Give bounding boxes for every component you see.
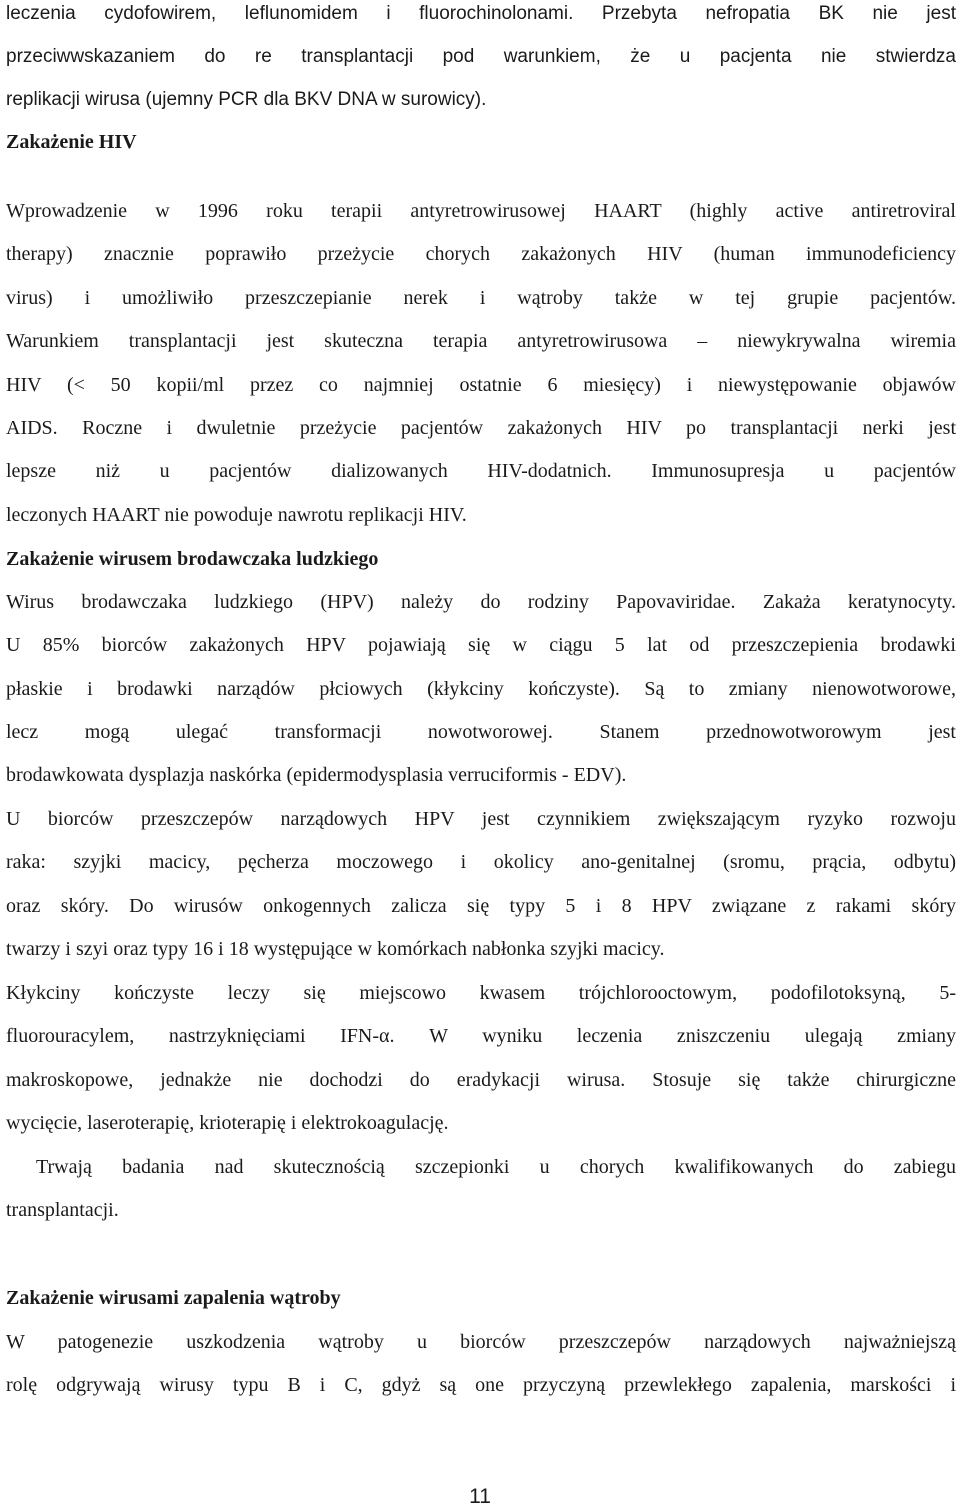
- text-line: oraz skóry. Do wirusów onkogennych zalicza się typy 5 i 8 HPV związane z rakami skóry: [6, 895, 956, 917]
- section-heading-hiv: Zakażenie HIV: [6, 131, 137, 153]
- text-line: Warunkiem transplantacji jest skuteczna terapia antyretrowirusowa – niewykrywalna wiremia: [6, 330, 956, 352]
- section-heading-hepatitis: Zakażenie wirusami zapalenia wątroby: [6, 1287, 341, 1309]
- text-line: leczonych HAART nie powoduje nawrotu replikacji HIV.: [6, 504, 467, 526]
- text-line: rolę odgrywają wirusy typu B i C, gdyż są one przyczyną przewlekłego zapalenia, marskości i: [6, 1374, 956, 1396]
- text-line: Kłykciny kończyste leczy się miejscowo kwasem trójchlorooctowym, podofilotoksyną, 5-: [6, 982, 956, 1004]
- text-line: HIV (< 50 kopii/ml przez co najmniej ostatnie 6 miesięcy) i niewystępowanie objawów: [6, 374, 956, 396]
- text-line: płaskie i brodawki narządów płciowych (kłykciny kończyste). Są to zmiany nienowotworowe,: [6, 678, 956, 700]
- text-line: replikacji wirusa (ujemny PCR dla BKV DNA w surowicy).: [6, 89, 487, 110]
- text-line: brodawkowata dysplazja naskórka (epidermodysplasia verruciformis - EDV).: [6, 764, 627, 786]
- text-line: wycięcie, laseroterapię, krioterapię i elektrokoagulację.: [6, 1112, 449, 1134]
- text-line: virus) i umożliwiło przeszczepianie nerek i wątroby także w tej grupie pacjentów.: [6, 287, 956, 309]
- text-line: fluorouracylem, nastrzyknięciami IFN-α. W wyniku leczenia zniszczeniu ulegają zmiany: [6, 1025, 956, 1047]
- text-line: Wprowadzenie w 1996 roku terapii antyretrowirusowej HAART (highly active antiretroviral: [6, 200, 956, 222]
- page-number: 11: [469, 1485, 491, 1508]
- text-line: raka: szyjki macicy, pęcherza moczowego i okolicy ano-genitalnej (sromu, prącia, odbytu): [6, 851, 956, 873]
- text-line: W patogenezie uszkodzenia wątroby u biorców przeszczepów narządowych najważniejszą: [6, 1331, 956, 1353]
- text-line: U biorców przeszczepów narządowych HPV jest czynnikiem zwiększającym ryzyko rozwoju: [6, 808, 956, 830]
- text-line: makroskopowe, jednakże nie dochodzi do eradykacji wirusa. Stosuje się także chirurgiczne: [6, 1069, 956, 1091]
- text-line: lecz mogą ulegać transformacji nowotworowej. Stanem przednowotworowym jest: [6, 721, 956, 743]
- text-line: przeciwwskazaniem do re transplantacji pod warunkiem, że u pacjenta nie stwierdza: [6, 46, 956, 67]
- section-heading-hpv: Zakażenie wirusem brodawczaka ludzkiego: [6, 548, 379, 570]
- text-line: lepsze niż u pacjentów dializowanych HIV-dodatnich. Immunosupresja u pacjentów: [6, 460, 956, 482]
- text-line: Wirus brodawczaka ludzkiego (HPV) należy do rodziny Papovaviridae. Zakaża keratynocyty.: [6, 591, 956, 613]
- text-line: twarzy i szyi oraz typy 16 i 18 występujące w komórkach nabłonka szyjki macicy.: [6, 938, 665, 960]
- text-line: therapy) znacznie poprawiło przeżycie chorych zakażonych HIV (human immunodeficiency: [6, 243, 956, 265]
- text-line: leczenia cydofowirem, leflunomidem i fluorochinolonami. Przebyta nefropatia BK nie jest: [6, 3, 956, 24]
- text-line: AIDS. Roczne i dwuletnie przeżycie pacjentów zakażonych HIV po transplantacji nerki jest: [6, 417, 956, 439]
- text-line: U 85% biorców zakażonych HPV pojawiają się w ciągu 5 lat od przeszczepienia brodawki: [6, 634, 956, 656]
- text-line: transplantacji.: [6, 1199, 119, 1221]
- text-line: Trwają badania nad skutecznością szczepionki u chorych kwalifikowanych do zabiegu: [36, 1156, 956, 1178]
